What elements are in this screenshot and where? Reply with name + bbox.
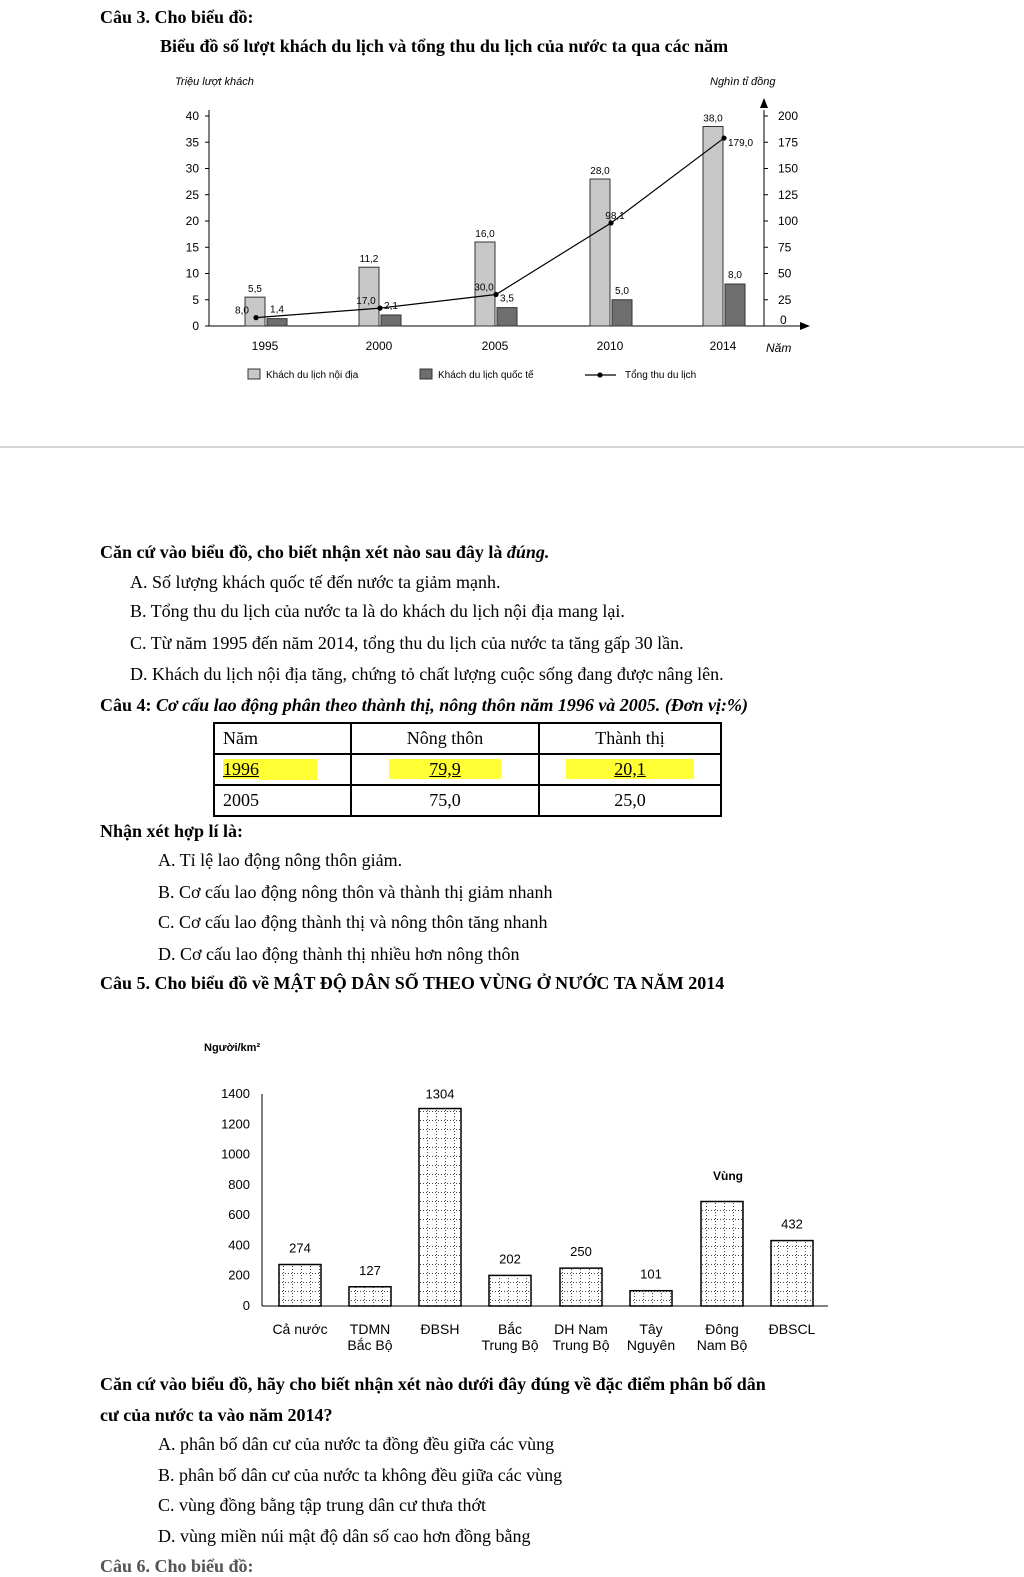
table-cell: 25,0 bbox=[539, 785, 721, 816]
q4-heading-label: Câu 4: bbox=[100, 695, 157, 715]
international-bar-label: 3,5 bbox=[500, 293, 514, 305]
right-tick-label: 200 bbox=[778, 109, 799, 123]
section-divider bbox=[0, 446, 1024, 448]
y-tick-label: 1000 bbox=[221, 1146, 250, 1162]
table-cell bbox=[214, 754, 351, 785]
left-tick-label: 10 bbox=[185, 266, 199, 281]
right-tick-label: 175 bbox=[778, 135, 799, 150]
right-tick-label: 150 bbox=[778, 161, 799, 176]
x-tick-label-line2: Nguyên bbox=[626, 1337, 676, 1353]
y-tick-label: 0 bbox=[242, 1298, 250, 1313]
legend-domestic-swatch bbox=[248, 369, 260, 379]
q4-remark: Nhận xét hợp lí là: bbox=[100, 821, 243, 841]
q5-option-c[interactable]: C. vùng đồng bằng tập trung dân cư thưa thớt bbox=[158, 1495, 486, 1515]
q5-option-d[interactable]: D. vùng miền núi mật độ dân số cao hơn đồng bằng bbox=[158, 1526, 531, 1546]
right-axis-arrow bbox=[760, 98, 768, 108]
revenue-point-label: 98,1 bbox=[605, 210, 625, 222]
left-tick-label: 25 bbox=[185, 187, 199, 202]
question-3-section bbox=[0, 0, 1024, 448]
q4-option-b[interactable]: B. Cơ cấu lao động nông thôn và thành thị giảm nhanh bbox=[158, 882, 553, 902]
q4-heading-text: Cơ cấu lao động phân theo thành thị, nông thôn năm 1996 và 2005. bbox=[156, 695, 665, 715]
y-tick-label: 800 bbox=[228, 1176, 250, 1192]
density-bar-label: 432 bbox=[781, 1216, 803, 1232]
table-cell: 2005 bbox=[214, 785, 351, 816]
x-tick-label-line2: Nam Bộ bbox=[696, 1337, 748, 1353]
table-header-cell: Nông thôn bbox=[351, 723, 539, 754]
international-bar-label: 5,0 bbox=[615, 285, 629, 297]
y-tick-label: 200 bbox=[228, 1267, 250, 1283]
q3-question-emphasis: đúng. bbox=[506, 542, 550, 562]
q5-option-a[interactable]: A. phân bố dân cư của nước ta đồng đều giữa các vùng bbox=[158, 1434, 555, 1454]
right-axis-label: Nghìn tỉ đồng bbox=[710, 76, 776, 88]
international-bar bbox=[497, 308, 517, 326]
x-tick-label: TDMN bbox=[349, 1321, 391, 1337]
left-tick-label: 40 bbox=[185, 109, 199, 123]
revenue-point-label: 179,0 bbox=[728, 138, 754, 150]
x-tick-label: 1995 bbox=[251, 339, 279, 353]
density-bar-label: 127 bbox=[359, 1262, 381, 1278]
density-bar bbox=[771, 1241, 813, 1306]
domestic-bar-label: 28,0 bbox=[590, 166, 610, 177]
highlighted-value: 79,9 bbox=[429, 759, 461, 779]
x-tick-label: Đông bbox=[705, 1321, 739, 1337]
x-axis-arrow bbox=[800, 322, 810, 330]
revenue-point-label: 30,0 bbox=[474, 282, 494, 294]
x-tick-label-line2: Trung Bộ bbox=[481, 1337, 539, 1353]
q4-option-d[interactable]: D. Cơ cấu lao động thành thị nhiều hơn nông thôn bbox=[158, 944, 520, 964]
y-tick-label: 600 bbox=[228, 1207, 250, 1223]
tourism-chart bbox=[0, 60, 1024, 390]
x-tick-label: Bắc bbox=[497, 1321, 523, 1337]
x-axis-label: Năm bbox=[766, 341, 792, 355]
y-tick-label: 1400 bbox=[221, 1086, 250, 1101]
table-header-cell: Năm bbox=[214, 723, 351, 754]
density-bar-label: 1304 bbox=[425, 1086, 455, 1102]
density-bar bbox=[349, 1287, 391, 1306]
legend-international-swatch bbox=[420, 369, 432, 379]
density-bar bbox=[489, 1275, 531, 1306]
x-tick-label: ĐBSH bbox=[420, 1321, 460, 1337]
x-tick-label: Cả nước bbox=[272, 1321, 328, 1337]
international-bar bbox=[267, 319, 287, 326]
x-tick-label-line2: Trung Bộ bbox=[552, 1337, 610, 1353]
legend-international-label: Khách du lịch quốc tế bbox=[438, 370, 534, 381]
right-tick-label: 125 bbox=[778, 187, 799, 202]
legend-revenue-marker bbox=[597, 372, 602, 377]
domestic-bar-label: 38,0 bbox=[703, 113, 723, 125]
q6-heading-partial: Câu 6. Cho biểu đồ: bbox=[100, 1556, 254, 1576]
q3-option-b[interactable]: B. Tổng thu du lịch của nước ta là do khách du lịch nội địa mang lại. bbox=[130, 601, 625, 621]
right-tick-label: 0 bbox=[780, 313, 787, 327]
revenue-point-label: 8,0 bbox=[235, 305, 249, 317]
left-tick-label: 5 bbox=[192, 292, 199, 307]
x-tick-label: DH Nam bbox=[554, 1321, 608, 1337]
density-bar bbox=[701, 1202, 743, 1306]
q4-heading bbox=[100, 695, 748, 716]
q4-option-a[interactable]: A. Tỉ lệ lao động nông thôn giảm. bbox=[158, 850, 403, 870]
domestic-bar bbox=[590, 179, 610, 326]
revenue-point-label: 17,0 bbox=[356, 296, 376, 308]
international-bar bbox=[381, 315, 401, 326]
population-density-chart bbox=[0, 1030, 1024, 1360]
x-tick-label: 2010 bbox=[596, 339, 624, 353]
highlighted-value: 20,1 bbox=[614, 759, 646, 779]
revenue-point bbox=[253, 315, 258, 320]
left-tick-label: 20 bbox=[185, 214, 199, 228]
right-tick-label: 100 bbox=[778, 214, 799, 228]
revenue-point bbox=[721, 135, 726, 140]
q3-option-d[interactable]: D. Khách du lịch nội địa tăng, chứng tỏ chất lượng cuộc sống đang được nâng lên. bbox=[130, 664, 724, 684]
q3-heading: Câu 3. Cho biểu đồ: bbox=[100, 7, 254, 27]
international-bar bbox=[725, 284, 745, 326]
density-bar-label: 101 bbox=[640, 1266, 662, 1282]
x-tick-label: Tây bbox=[639, 1321, 663, 1337]
y-axis-label: Người/km² bbox=[204, 1042, 261, 1054]
density-bar-label: 250 bbox=[570, 1244, 592, 1260]
left-tick-label: 35 bbox=[185, 135, 199, 150]
q3-option-c[interactable]: C. Từ năm 1995 đến năm 2014, tổng thu du lịch của nước ta tăng gấp 30 lần. bbox=[130, 633, 684, 653]
table-header-cell: Thành thị bbox=[539, 723, 721, 754]
international-bar-label: 8,0 bbox=[728, 270, 742, 281]
density-bar-label: 202 bbox=[499, 1251, 521, 1267]
q4-option-c[interactable]: C. Cơ cấu lao động thành thị và nông thôn tăng nhanh bbox=[158, 912, 548, 932]
q3-question bbox=[100, 542, 549, 563]
q5-question-line1: Căn cứ vào biểu đồ, hãy cho biết nhận xét nào dưới đây đúng về đặc điểm phân bố dân bbox=[100, 1374, 766, 1394]
table-cell: 75,0 bbox=[351, 785, 539, 816]
density-bar-label: 274 bbox=[289, 1240, 311, 1256]
right-tick-label: 75 bbox=[778, 240, 792, 255]
density-bar bbox=[279, 1265, 321, 1306]
q5-option-b[interactable]: B. phân bố dân cư của nước ta không đều giữa các vùng bbox=[158, 1465, 563, 1485]
table-cell bbox=[351, 754, 539, 785]
right-tick-label: 25 bbox=[778, 292, 792, 307]
left-tick-label: 0 bbox=[192, 319, 199, 333]
q4-heading-unit: (Đơn vị:%) bbox=[664, 695, 748, 715]
density-bar bbox=[630, 1291, 672, 1306]
international-bar-label: 1,4 bbox=[270, 304, 284, 316]
y-tick-label: 1200 bbox=[221, 1116, 250, 1132]
x-tick-label: 2000 bbox=[365, 339, 393, 353]
domestic-bar bbox=[703, 127, 723, 327]
domestic-bar-label: 16,0 bbox=[475, 229, 495, 240]
x-tick-label: 2005 bbox=[481, 339, 509, 353]
left-tick-label: 30 bbox=[185, 161, 199, 176]
highlighted-value: 1996 bbox=[223, 759, 259, 779]
x-tick-label: 2014 bbox=[709, 339, 737, 353]
left-axis-label: Triệu lượt khách bbox=[175, 76, 254, 88]
labor-structure-table bbox=[213, 722, 722, 817]
revenue-point bbox=[493, 292, 498, 297]
q5-question-line2: cư của nước ta vào năm 2014? bbox=[100, 1405, 333, 1425]
legend-revenue-label: Tổng thu du lịch bbox=[625, 370, 697, 381]
table-header-row bbox=[214, 723, 721, 754]
international-bar-label: 2,1 bbox=[384, 300, 398, 312]
legend-domestic-label: Khách du lịch nội địa bbox=[266, 370, 359, 381]
table-row bbox=[214, 754, 721, 785]
density-bar bbox=[419, 1109, 461, 1306]
domestic-bar-label: 11,2 bbox=[359, 254, 379, 266]
table-row bbox=[214, 785, 721, 816]
table-cell bbox=[539, 754, 721, 785]
international-bar bbox=[612, 300, 632, 326]
revenue-point bbox=[377, 306, 382, 311]
q3-chart-title: Biểu đồ số lượt khách du lịch và tổng thu du lịch của nước ta qua các năm bbox=[160, 36, 729, 56]
domestic-bar-label: 5,5 bbox=[248, 284, 262, 296]
left-tick-label: 15 bbox=[185, 240, 199, 255]
q3-question-text: Căn cứ vào biểu đồ, cho biết nhận xét nào sau đây là bbox=[100, 542, 507, 562]
q3-option-a[interactable]: A. Số lượng khách quốc tế đến nước ta giảm mạnh. bbox=[130, 572, 501, 592]
x-tick-label-line2: Bắc Bộ bbox=[347, 1337, 393, 1353]
right-tick-label: 50 bbox=[778, 266, 792, 281]
x-tick-label: ĐBSCL bbox=[768, 1321, 816, 1337]
density-bar bbox=[560, 1268, 602, 1306]
legend-label: Vùng bbox=[713, 1169, 743, 1183]
q5-heading: Câu 5. Cho biểu đồ về MẬT ĐỘ DÂN SỐ THEO VÙNG Ở NƯỚC TA NĂM 2014 bbox=[100, 973, 725, 993]
y-tick-label: 400 bbox=[228, 1237, 250, 1253]
